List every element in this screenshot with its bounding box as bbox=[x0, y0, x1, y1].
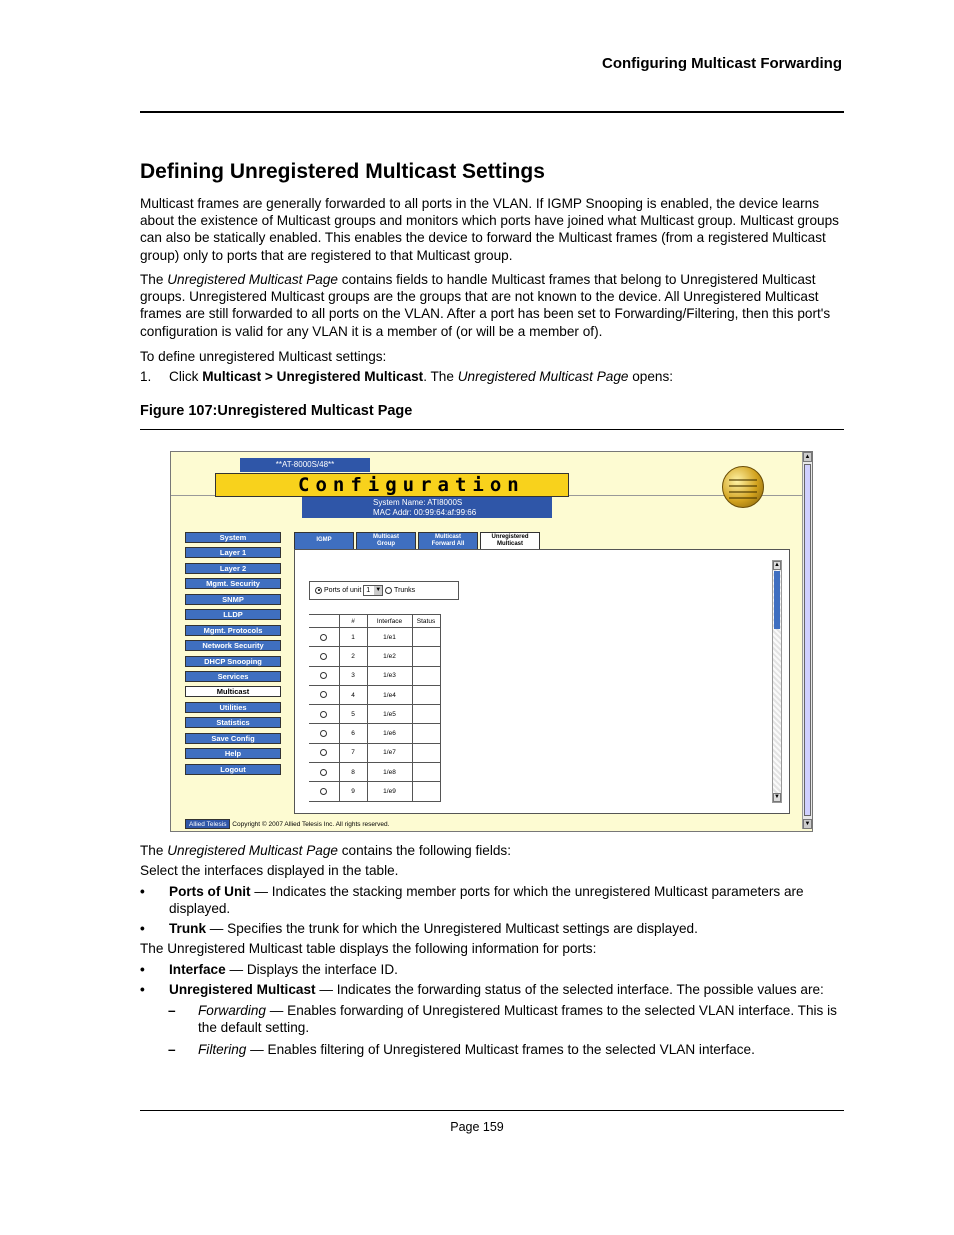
menu-item-snmp[interactable]: SNMP bbox=[185, 594, 281, 605]
table-row: 2 1/e2 bbox=[309, 647, 440, 666]
step-1: 1. Click Multicast > Unregistered Multicast. The Unregistered Multicast Page opens: bbox=[140, 369, 674, 384]
menu-item-services[interactable]: Services bbox=[185, 671, 281, 682]
tab-igmp[interactable]: IGMP bbox=[294, 532, 354, 550]
instruction-paragraph: To define unregistered Multicast settings: bbox=[140, 349, 387, 364]
scroll-down-icon[interactable]: ▼ bbox=[804, 821, 811, 827]
scroll-up-icon[interactable]: ▲ bbox=[804, 454, 811, 460]
row-select-radio[interactable] bbox=[320, 634, 327, 641]
menu-item-save-config[interactable]: Save Config bbox=[185, 733, 281, 744]
table-row: 5 1/e5 bbox=[309, 705, 440, 724]
screenshot-footer: Allied Telesis Copyright © 2007 Allied Telesis Inc. All rights reserved. bbox=[185, 819, 389, 830]
header-rule bbox=[140, 111, 844, 113]
scroll-thumb[interactable] bbox=[804, 464, 811, 816]
port-selector: Ports of unit 1 ▼ Trunks bbox=[309, 581, 459, 600]
menu-item-statistics[interactable]: Statistics bbox=[185, 717, 281, 728]
section-heading: Defining Unregistered Multicast Settings bbox=[140, 160, 545, 183]
unit-select[interactable]: 1 ▼ bbox=[363, 585, 383, 596]
row-select-radio[interactable] bbox=[320, 769, 327, 776]
row-select-radio[interactable] bbox=[320, 749, 327, 756]
menu-item-lldp[interactable]: LLDP bbox=[185, 609, 281, 620]
row-select-radio[interactable] bbox=[320, 788, 327, 795]
table-scrollbar[interactable] bbox=[772, 560, 782, 803]
dash-forwarding: – Forwarding — Enables forwarding of Unregistered Multicast frames to the selected VLAN interface. This is the default setting. bbox=[168, 1003, 837, 1036]
row-select-radio[interactable] bbox=[320, 730, 327, 737]
figure-rule bbox=[140, 429, 844, 430]
menu-item-mgmt-security[interactable]: Mgmt. Security bbox=[185, 578, 281, 589]
menu-item-layer-1[interactable]: Layer 1 bbox=[185, 547, 281, 558]
tab-multicast-forward-all[interactable]: Multicast Forward All bbox=[418, 532, 478, 550]
row-select-radio[interactable] bbox=[320, 672, 327, 679]
menu-item-utilities[interactable]: Utilities bbox=[185, 702, 281, 713]
figure-caption: Figure 107:Unregistered Multicast Page bbox=[140, 403, 413, 419]
select-interfaces-text: Select the interfaces displayed in the table. bbox=[140, 863, 399, 878]
table-header-row: # Interface Status bbox=[309, 615, 440, 628]
trunks-radio[interactable] bbox=[385, 587, 392, 594]
row-select-radio[interactable] bbox=[320, 691, 327, 698]
table-row: 1 1/e1 bbox=[309, 628, 440, 647]
bullet-ports-of-unit: • Ports of Unit — Indicates the stacking member ports for which the unregistered Multicast parameters are displayed. bbox=[140, 884, 804, 917]
row-select-radio[interactable] bbox=[320, 653, 327, 660]
dash-filtering: – Filtering — Enables filtering of Unregistered Multicast frames to the selected VLAN interface. bbox=[168, 1042, 755, 1057]
fields-intro: The Unregistered Multicast Page contains the following fields: bbox=[140, 843, 512, 858]
table-row: 8 1/e8 bbox=[309, 763, 440, 782]
scroll-down-icon[interactable]: ▼ bbox=[774, 794, 780, 800]
footer-rule bbox=[140, 1110, 844, 1111]
row-select-radio[interactable] bbox=[320, 711, 327, 718]
configuration-banner: Configuration bbox=[215, 473, 569, 497]
tab-unregistered-multicast[interactable]: Unregistered Multicast bbox=[480, 532, 540, 551]
table-row: 9 1/e9 bbox=[309, 782, 440, 801]
ports-of-unit-radio[interactable] bbox=[315, 587, 322, 594]
running-header: Configuring Multicast Forwarding bbox=[602, 55, 842, 72]
menu-item-system[interactable]: System bbox=[185, 532, 281, 543]
content-panel bbox=[294, 549, 790, 814]
table-row: 3 1/e3 bbox=[309, 666, 440, 685]
menu-item-network-security[interactable]: Network Security bbox=[185, 640, 281, 651]
page-scrollbar[interactable] bbox=[802, 452, 812, 829]
menu-item-help[interactable]: Help bbox=[185, 748, 281, 759]
menu-item-layer-2[interactable]: Layer 2 bbox=[185, 563, 281, 574]
tab-multicast-group[interactable]: Multicast Group bbox=[356, 532, 416, 550]
table-row: 4 1/e4 bbox=[309, 685, 440, 704]
table-row: 7 1/e7 bbox=[309, 743, 440, 762]
system-info: System Name: ATI8000S MAC Addr: 00:99:64:af:99:66 bbox=[302, 497, 552, 518]
globe-logo-icon bbox=[722, 466, 764, 508]
table-info-text: The Unregistered Multicast table displays the following information for ports: bbox=[140, 941, 597, 956]
ports-table bbox=[309, 614, 441, 802]
scroll-thumb[interactable] bbox=[774, 571, 780, 629]
bullet-trunk: • Trunk — Specifies the trunk for which the Unregistered Multicast settings are displayed. bbox=[140, 921, 698, 936]
table-row: 6 1/e6 bbox=[309, 724, 440, 743]
allied-telesis-logo: Allied Telesis bbox=[185, 819, 230, 829]
page-number: Page 159 bbox=[450, 1120, 504, 1134]
menu-item-logout[interactable]: Logout bbox=[185, 764, 281, 775]
intro-paragraph: Multicast frames are generally forwarded to all ports in the VLAN. If IGMP Snooping is enabled, the device learns about the existence of Multicast groups and monitors which ports have joined what Multicast group. Multicast groups can also be statically enabled. This enables the device to forward the Multicast frames (from a registered Multicast group) only to ports that are registered to that Multicast group. bbox=[140, 196, 839, 263]
device-tab[interactable]: **AT-8000S/48** bbox=[240, 458, 370, 472]
unregistered-multicast-screenshot bbox=[170, 451, 813, 832]
menu-item-multicast[interactable]: Multicast bbox=[185, 686, 281, 697]
bullet-unregistered-multicast: • Unregistered Multicast — Indicates the forwarding status of the selected interface. The possible values are: bbox=[140, 982, 824, 997]
chevron-down-icon: ▼ bbox=[375, 586, 382, 593]
menu-item-mgmt-protocols[interactable]: Mgmt. Protocols bbox=[185, 625, 281, 636]
description-paragraph: The Unregistered Multicast Page contains fields to handle Multicast frames that belong to Unregistered Multicast groups. Unregistered Multicast groups are the groups that are not known to the device. All Unregistered Multicast frames are still forwarded to all ports on the VLAN. After a port has been set to Forwarding/Filtering, then this port's configuration is valid for any VLAN it is a member of (or will be a member of). bbox=[140, 272, 831, 339]
menu-item-dhcp-snooping[interactable]: DHCP Snooping bbox=[185, 656, 281, 667]
bullet-interface: • Interface — Displays the interface ID. bbox=[140, 962, 398, 977]
scroll-up-icon[interactable]: ▲ bbox=[774, 562, 780, 568]
